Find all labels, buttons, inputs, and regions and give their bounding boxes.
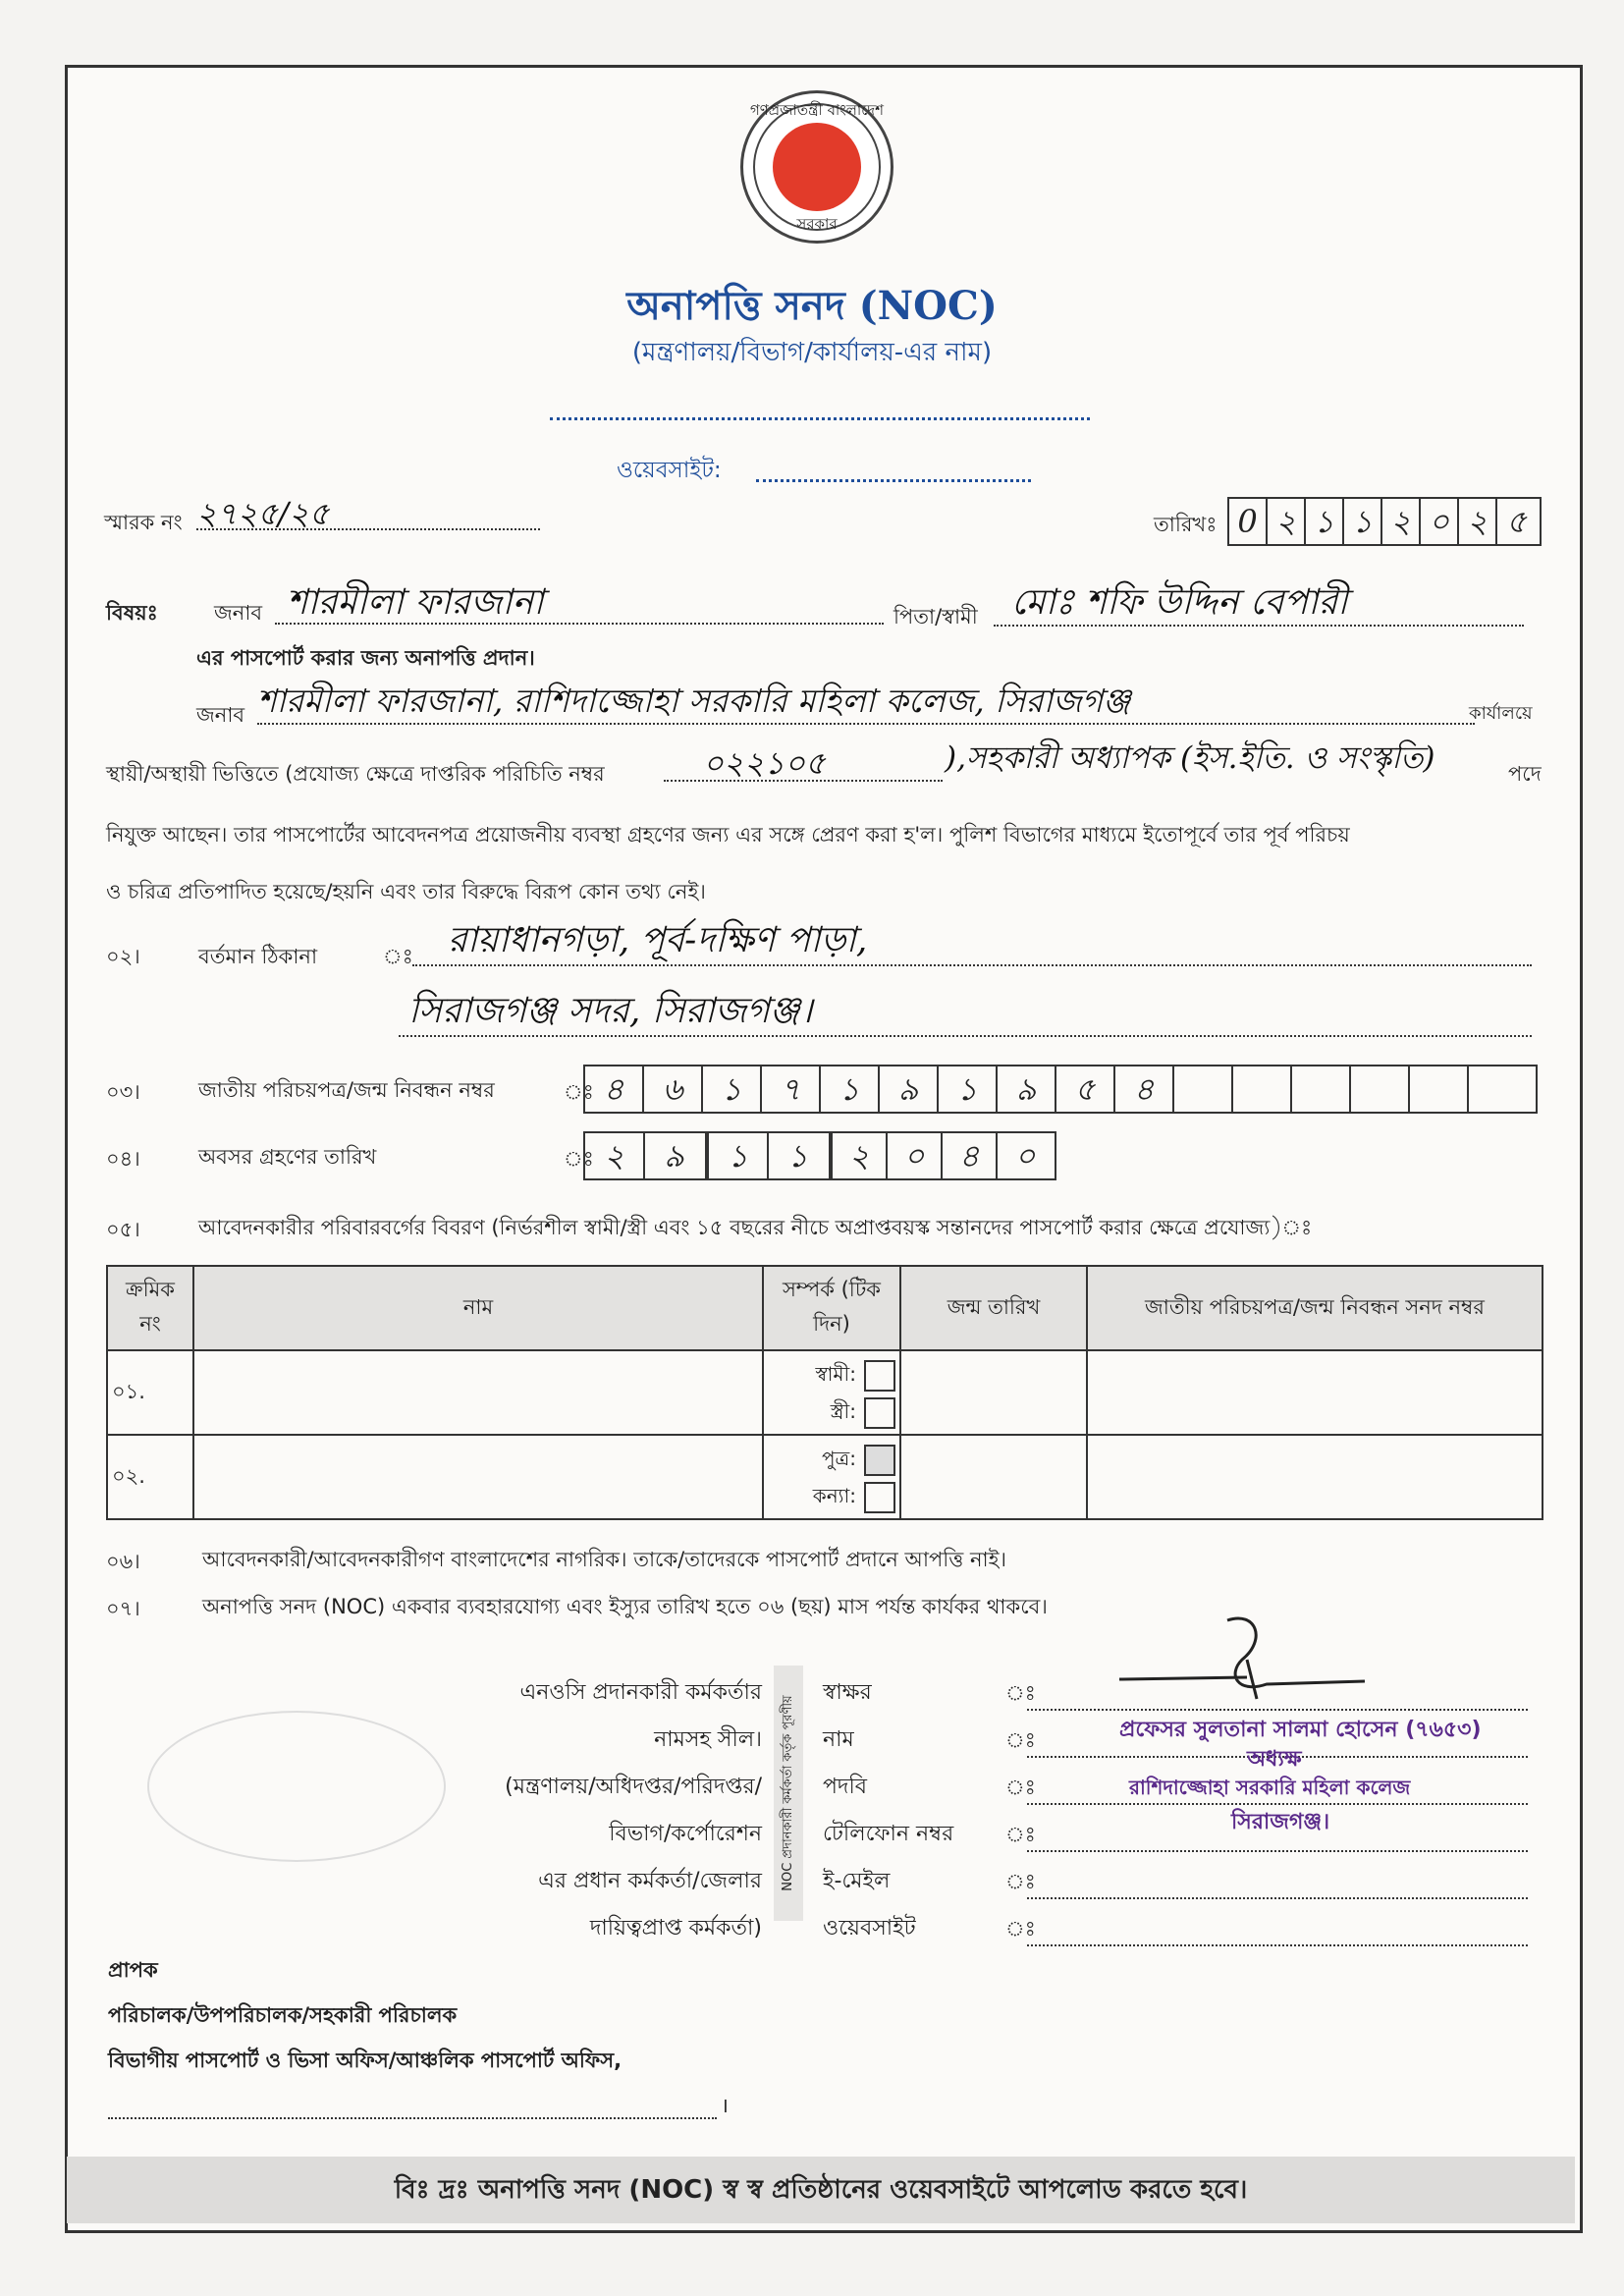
father-name-field bbox=[994, 575, 1524, 627]
colon: ঃ bbox=[1005, 1776, 1036, 1799]
item-07-number: ০৭। bbox=[106, 1597, 140, 1620]
signatory-colons bbox=[1005, 1669, 1036, 1952]
address-line1-field bbox=[412, 913, 1532, 966]
body-janab: জনাব bbox=[196, 703, 245, 727]
row-name[interactable] bbox=[193, 1350, 763, 1435]
nid-digit bbox=[1410, 1066, 1469, 1112]
date-boxes bbox=[1227, 497, 1542, 546]
item-06-number: ০৬। bbox=[106, 1550, 140, 1573]
retirement-colon: ঃ bbox=[564, 1147, 594, 1171]
retirement-digit: ২ bbox=[833, 1133, 888, 1178]
address-colon: ঃ bbox=[383, 945, 413, 968]
relation-label: স্বামী: bbox=[815, 1362, 856, 1386]
address-line2-field bbox=[399, 984, 1532, 1037]
table-header: সম্পর্ক (টিক দিন) bbox=[763, 1266, 900, 1350]
item-07-text: অনাপত্তি সনদ (NOC) একবার ব্যবহারযোগ্য এবং ইস্যুর তারিখ হতে ০৬ (ছয়) মাস পর্যন্ত কার্যকর থাকবে। bbox=[202, 1595, 1048, 1618]
page-title: অনাপত্তি সনদ (NOC) bbox=[626, 283, 998, 329]
date-digit: 0 bbox=[1229, 499, 1268, 544]
page-subtitle: (মন্ত্রণালয়/বিভাগ/কার্যালয়-এর নাম) bbox=[631, 338, 993, 367]
pade-label: পদে bbox=[1508, 762, 1542, 786]
name-office: শারমীলা ফারজানা, রাশিদাজ্জোহা সরকারি মহিলা কলেজ, সিরাজগঞ্জ bbox=[257, 682, 1131, 720]
retirement-digit: ১ bbox=[787, 1137, 808, 1175]
nid-digit: ১ bbox=[939, 1066, 998, 1112]
office-id: ০২২১০৫ bbox=[703, 744, 826, 782]
retirement-label: অবসর গ্রহণের তারিখ bbox=[198, 1145, 377, 1169]
item-03-number: ০৩। bbox=[106, 1080, 140, 1104]
website-dotted-line bbox=[756, 479, 1031, 482]
basis-text: স্থায়ী/অস্থায়ী ভিত্তিতে (প্রযোজ্য ক্ষেত্রে দাপ্তরিক পরিচিতি নম্বর bbox=[106, 762, 605, 786]
office-id-field bbox=[664, 738, 943, 782]
retirement-month-box bbox=[707, 1131, 831, 1180]
signatory-line: এনওসি প্রদানকারী কর্মকর্তার bbox=[519, 1680, 762, 1705]
item-04-number: ০৪। bbox=[106, 1147, 140, 1171]
address-line1: রায়াধানগড়া, পূর্ব-দক্ষিণ পাড়া, bbox=[448, 920, 868, 960]
vertical-label: NOC প্রদানকারী কর্মকর্তা কর্তৃক পূরণীয় bbox=[781, 1695, 795, 1891]
retirement-digit: ৪ bbox=[943, 1133, 998, 1178]
name-office-field bbox=[257, 676, 1475, 725]
item-02-number: ০২। bbox=[106, 945, 140, 968]
table-row bbox=[107, 1350, 1543, 1435]
date-digit: ০ bbox=[1421, 499, 1459, 544]
subject-line2: এর পাসপোর্ট করার জন্য অনাপত্তি প্রদান। bbox=[196, 646, 535, 670]
memo-label: স্মারক নং bbox=[104, 511, 183, 534]
seal-bottom-text: সরকার bbox=[796, 215, 838, 233]
row-dob[interactable] bbox=[900, 1350, 1087, 1435]
relation-label: স্ত্রী: bbox=[830, 1399, 856, 1423]
subject-janab: জনাব bbox=[214, 601, 263, 625]
relation-checkbox[interactable] bbox=[864, 1445, 895, 1476]
row-serial: ০১. bbox=[107, 1350, 193, 1435]
stamp-name: প্রফেসর সুলতানা সালমা হোসেন (৭৬৫৩) bbox=[1119, 1718, 1482, 1742]
retirement-digit: ০ bbox=[888, 1133, 943, 1178]
nid-digit: ৯ bbox=[998, 1066, 1056, 1112]
retirement-digit: ০ bbox=[1014, 1137, 1036, 1175]
table-header: ক্রমিক নং bbox=[107, 1266, 193, 1350]
nid-digit bbox=[1292, 1066, 1351, 1112]
nid-boxes bbox=[583, 1065, 1538, 1114]
row-nid[interactable] bbox=[1087, 1435, 1543, 1519]
family-table bbox=[106, 1265, 1543, 1520]
father-label: পিতা/স্বামী bbox=[893, 605, 978, 629]
date-digit: ২ bbox=[1459, 499, 1497, 544]
retirement-day-box bbox=[583, 1131, 707, 1180]
nid-digit: ১ bbox=[821, 1066, 880, 1112]
nid-label: জাতীয় পরিচয়পত্র/জন্ম নিবন্ধন নম্বর bbox=[198, 1078, 495, 1102]
row-name[interactable] bbox=[193, 1435, 763, 1519]
row-dob[interactable] bbox=[900, 1435, 1087, 1519]
subject-name-field bbox=[275, 575, 884, 625]
signatory-line: এর প্রধান কর্মকর্তা/জেলার bbox=[538, 1869, 762, 1893]
karyalaye-label: কার্যালয়ে bbox=[1469, 703, 1533, 724]
stamp-city: সিরাজগঞ্জ। bbox=[1231, 1810, 1330, 1834]
field-label: স্বাক্ষর bbox=[823, 1680, 872, 1705]
subject-label: বিষয়ঃ bbox=[106, 601, 158, 625]
field-label: টেলিফোন নম্বর bbox=[823, 1822, 954, 1846]
signatory-field-labels bbox=[823, 1669, 953, 1952]
recipient-label: প্রাপক bbox=[108, 1958, 158, 1982]
colon: ঃ bbox=[1005, 1870, 1036, 1893]
recipient-line2: বিভাগীয় পাসপোর্ট ও ভিসা অফিস/আঞ্চলিক পাসপোর্ট অফিস, bbox=[108, 2049, 623, 2072]
table-header: জাতীয় পরিচয়পত্র/জন্ম নিবন্ধন সনদ নম্বর bbox=[1087, 1266, 1543, 1350]
memo-number: ২৭২৫/২৫ bbox=[196, 495, 330, 532]
retirement-year-box bbox=[831, 1131, 1056, 1180]
footer-note: বিঃ দ্রঃ অনাপত্তি সনদ (NOC) স্ব স্ব প্রতিষ্ঠানের ওয়েবসাইটে আপলোড করতে হবে। bbox=[67, 2157, 1575, 2223]
row-serial: ০২. bbox=[107, 1435, 193, 1519]
recipient-end: । bbox=[721, 2094, 729, 2117]
father-name: মোঃ শফি উদ্দিন বেপারী bbox=[1011, 582, 1348, 623]
signatory-left-block bbox=[432, 1669, 762, 1952]
seal-red-disc bbox=[773, 123, 861, 211]
table-row bbox=[107, 1435, 1543, 1519]
signatory-line: (মন্ত্রণালয়/অধিদপ্তর/পরিদপ্তর/ bbox=[505, 1775, 762, 1799]
stamp-org: রাশিদাজ্জোহা সরকারি মহিলা কলেজ bbox=[1129, 1776, 1411, 1799]
nid-digit bbox=[1469, 1066, 1532, 1112]
field-label: ওয়েবসাইট bbox=[823, 1916, 916, 1941]
field-label: পদবি bbox=[823, 1775, 868, 1799]
date-label: তারিখঃ bbox=[1154, 513, 1218, 536]
relation-checkbox[interactable] bbox=[864, 1482, 895, 1513]
colon: ঃ bbox=[1005, 1917, 1036, 1941]
nid-digit: ৪ bbox=[585, 1066, 644, 1112]
field-label: নাম bbox=[823, 1727, 854, 1752]
date-digit: ১ bbox=[1344, 499, 1382, 544]
date-digit: ২ bbox=[1382, 499, 1421, 544]
nid-digit: ৯ bbox=[880, 1066, 939, 1112]
date-digit: ১ bbox=[1306, 499, 1344, 544]
nid-digit: ৫ bbox=[1056, 1066, 1115, 1112]
signatory-line: নামসহ সীল। bbox=[654, 1727, 762, 1752]
address-label: বর্তমান ঠিকানা bbox=[198, 945, 318, 968]
faded-stamp bbox=[147, 1711, 446, 1862]
nid-colon: ঃ bbox=[564, 1080, 594, 1104]
seal-top-text: গণপ্রজাতন্ত্রী বাংলাদেশ bbox=[749, 101, 885, 119]
recipient-line1: পরিচালক/উপপরিচালক/সহকারী পরিচালক bbox=[108, 2003, 458, 2027]
email-line bbox=[1027, 1870, 1528, 1899]
relation-label: পুত্র: bbox=[821, 1447, 856, 1470]
relation-label: কন্যা: bbox=[812, 1484, 856, 1507]
item-06-text: আবেদনকারী/আবেদনকারীগণ বাংলাদেশের নাগরিক। তাকে/তাদেরকে পাসপোর্ট প্রদানে আপত্তি নাই। bbox=[202, 1548, 1007, 1571]
nid-digit: ৪ bbox=[1115, 1066, 1174, 1112]
body-line4: ও চরিত্র প্রতিপাদিত হয়েছে/হয়নি এবং তার বিরুদ্ধে বিরূপ কোন তথ্য নেই। bbox=[106, 880, 706, 903]
colon: ঃ bbox=[1005, 1728, 1036, 1752]
signatory-line: দায়িত্বপ্রাপ্ত কর্মকর্তা) bbox=[589, 1916, 762, 1941]
applicant-name: শারমীলা ফারজানা bbox=[287, 582, 544, 623]
colon: ঃ bbox=[1005, 1681, 1036, 1705]
vertical-label-bar bbox=[774, 1666, 803, 1921]
nid-digit bbox=[1233, 1066, 1292, 1112]
website-label: ওয়েবসাইট: bbox=[617, 458, 722, 483]
recipient-dotted-line bbox=[108, 2094, 717, 2119]
memo-field bbox=[196, 489, 540, 530]
nid-digit bbox=[1174, 1066, 1233, 1112]
designation-field bbox=[945, 735, 1435, 786]
field-label: ই-মেইল bbox=[823, 1869, 891, 1893]
nid-digit: ৭ bbox=[762, 1066, 821, 1112]
address-line2: সিরাজগঞ্জ সদর, সিরাজগঞ্জ। bbox=[408, 991, 813, 1031]
date-digit: ২ bbox=[1268, 499, 1306, 544]
body-line3: নিযুক্ত আছেন। তার পাসপোর্টের আবেদনপত্র প্রয়োজনীয় ব্যবস্থা গ্রহণের জন্য এর সঙ্গে প্রেরণ করা হ'ল। পুলিশ বিভাগের মাধ্যমে ইতোপূর্বে তার পূর্ব পরিচয় bbox=[106, 823, 1350, 847]
relation-checkbox[interactable] bbox=[864, 1360, 895, 1392]
relation-checkbox[interactable] bbox=[864, 1397, 895, 1429]
nid-digit: ৬ bbox=[644, 1066, 703, 1112]
colon: ঃ bbox=[1005, 1823, 1036, 1846]
website-line bbox=[1027, 1917, 1528, 1946]
government-seal bbox=[740, 90, 893, 244]
retirement-digit: ৯ bbox=[664, 1137, 684, 1175]
row-nid[interactable] bbox=[1087, 1350, 1543, 1435]
family-label: আবেদনকারীর পরিবারবর্গের বিবরণ (নির্ভরশীল স্বামী/স্ত্রী এবং ১৫ বছরের নীচে অপ্রাপ্তবয়স্ক সন্তানদের পাসপোর্ট করার ক্ষেত্রে প্রযোজ্য)ঃ bbox=[198, 1216, 1313, 1239]
table-header: নাম bbox=[193, 1266, 763, 1350]
ministry-name-dotted-line bbox=[550, 417, 1090, 420]
item-05-number: ০৫। bbox=[106, 1218, 140, 1241]
retirement-digit: ২ bbox=[585, 1133, 645, 1178]
table-header: জন্ম তারিখ bbox=[900, 1266, 1087, 1350]
retirement-digit: ১ bbox=[709, 1133, 769, 1178]
signatory-line: বিভাগ/কর্পোরেশন bbox=[609, 1822, 762, 1846]
signature-scribble bbox=[1110, 1601, 1384, 1709]
date-digit: ৫ bbox=[1506, 503, 1527, 540]
designation: ),সহকারী অধ্যাপক (ইস.ইতি. ও সংস্কৃতি) bbox=[945, 740, 1435, 776]
nid-digit bbox=[1351, 1066, 1410, 1112]
stamp-title: অধ্যক্ষ bbox=[1247, 1747, 1302, 1772]
nid-digit: ১ bbox=[703, 1066, 762, 1112]
